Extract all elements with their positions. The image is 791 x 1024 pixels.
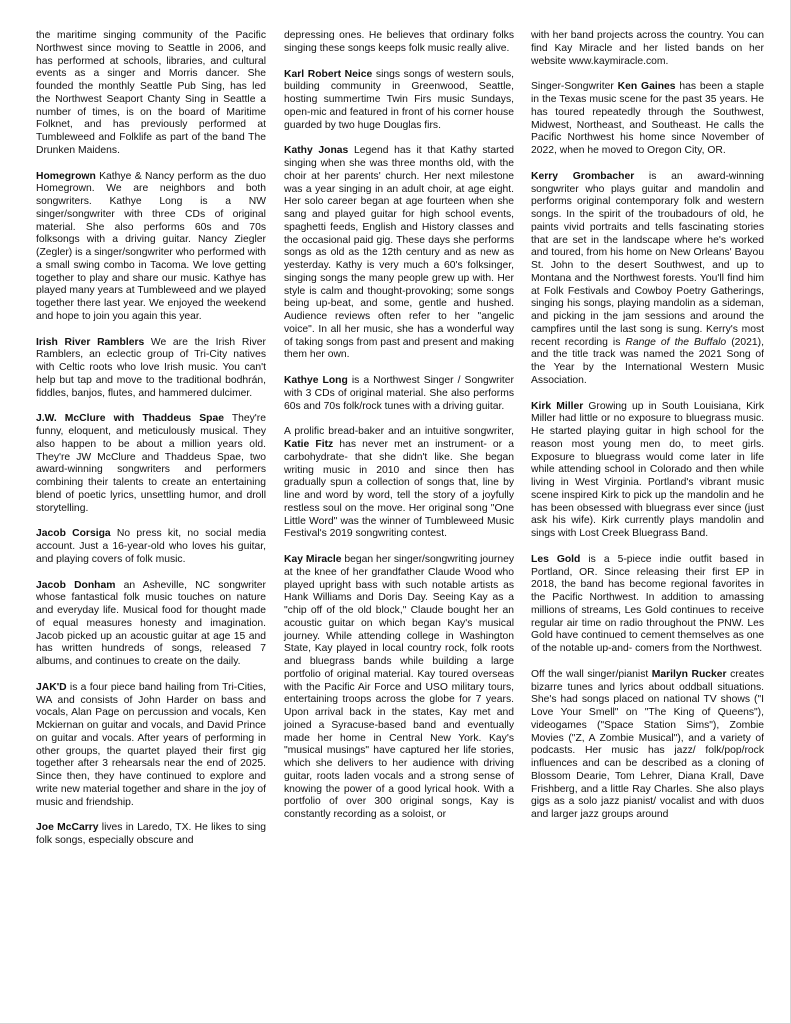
- bio-paragraph: the maritime singing community of the Pacific Northwest since moving to Seattle in 2006, and has performed at schools, libraries, and cultural events as a singer and Morris dancer. She founded the monthly Seattle Pub Sing, has led the Northwest Seaport Chanty Sing in Seattle a number of times, is on the board of Maritime Folknet, and has previously performed at Tumbleweed and Folklife as part of the band The Drunken Maidens.: [36, 30, 266, 156]
- column-right: [531, 30, 764, 835]
- performer-name: J.W. McClure with Thaddeus Spae: [36, 413, 224, 425]
- performer-name: Ken Gaines: [617, 81, 676, 93]
- bio-entry: [531, 401, 764, 541]
- column-middle: [284, 30, 514, 835]
- performer-name: Kathy Jonas: [284, 145, 349, 157]
- bio-paragraph: Joe McCarry lives in Laredo, TX. He likes to sing folk songs, especially obscure and: [36, 822, 266, 846]
- column-left: [36, 30, 266, 861]
- bio-entry: [531, 81, 764, 158]
- bio-paragraph: Irish River Ramblers We are the Irish River Ramblers, an eclectic group of Tri-City natives with Celtic roots who love Irish music. You can't help but tap and move to the traditional bodhrán, fiddles, banjos, flutes, and hammered dulcimer.: [36, 336, 266, 399]
- bio-paragraph: Karl Robert Neice sings songs of western souls, building community in Greenwood, Seattle, hosting summertime Twin Firs music Sundays, open-mic and featured in front of his corner house guarded by two huge Douglas firs.: [284, 68, 514, 131]
- bio-entry: [531, 30, 764, 68]
- performer-name: Kay Miracle: [284, 554, 342, 565]
- performer-name: Irish River Ramblers: [36, 336, 145, 348]
- bio-entry: [36, 580, 266, 669]
- album-title: Range of the Buffalo: [625, 336, 727, 348]
- performer-name: Kirk Miller: [531, 400, 584, 412]
- bio-paragraph: J.W. McClure with Thaddeus Spae They're funny, eloquent, and meticulously musical. They also happen to be about a million years old. They're JW McClure and Thaddeus Spae, two award-winning songwriters and performers combining their talents to create an entertaining blend of poetic lyrics, unsettling humor, and droll storytelling.: [36, 413, 266, 514]
- bio-paragraph: Singer-Songwriter Ken Gaines has been a staple in the Texas music scene for the past 35 years. He has toured repeatedly through the Southwest, Midwest, Northeast, and Southeast. He calls the Pacific Northwest his home since November of 2022, when he moved to Oregon City, OR.: [531, 81, 764, 156]
- performer-name: Jacob Corsiga: [36, 528, 111, 540]
- performer-name: Katie Fitz: [284, 439, 334, 450]
- bio-paragraph: Kathy Jonas Legend has it that Kathy started singing when she was three months old, with the choir at her parents' church. Her next milestone was a year singing in an adult choir, at age eight. Her solo career began at age fourteen when she sang and played guitar for high school events, spaghetti feeds, English and History classes and the occasional paid gig. These days she performs songs as old as the 12th century and as new as yesterday. Kathy is very much a 60's folksinger, singing songs the many people grew up with. Her style is calm and thought-provoking; some songs being up-beat, and some, gentle and hushed. Audience reviews often refer to her "angelic voice". In all her music, she has a wonderful way of taking songs from past and present and making them her own.: [284, 145, 515, 361]
- bio-entry: [531, 669, 764, 822]
- bio-entry: [284, 30, 514, 56]
- bio-paragraph: Jacob Donham an Asheville, NC songwriter whose fantastical folk music touches on nature and everyday life. Musical food for thought made of equal measures honesty and imagination. Jacob picked up an acoustic guitar at age 15 and has written hundreds of songs, released 7 albums, and continues to create on the daily.: [36, 579, 266, 667]
- bio-paragraph: Kerry Grombacher is an award-winning songwriter who plays guitar and mandolin and performs original contemporary folk and western songs. In the spirit of the troubadours of old, he paints vivid portraits and tells fascinating stories that are set in the landscape where he's worked and toured, from his home on New Orleans' Bayou St. John to the desert Southwest, and up to Montana and the Northwest forests. You'll find him at Folk Festivals and Cowboy Poetry Gatherings, singing his songs, playing mandolin as a sideman, and picking in the jam sessions and around the campfires until the last song is sung. Kerry's most recent recording is Range of the Buffalo (2021), and the title track was named the 2021 Song of the Year by the International Western Music Association.: [531, 170, 765, 386]
- bio-paragraph: Off the wall singer/pianist Marilyn Rucker creates bizarre tunes and lyrics about oddball situations. She's had songs placed on national TV shows ("I Love Your Smell" on "The King of Queens"), videogames ("Space Station Sims"), Zombie Movies ("Z, A Zombie Musical"), and a variety of podcasts. Her music has jazz/ folk/pop/rock influences and can be described as a cloning of Blossom Dearie, Tom Lehrer, Diana Krall, Dave Frishberg, and a little Ray Charles. She also plays gigs as a solo jazz pianist/ vocalist and with duos and larger jazz groups around: [531, 668, 765, 820]
- bio-paragraph: Homegrown Kathye & Nancy perform as the duo Homegrown. We are neighbors and both songwriters. Kathye Long is a NW singer/songwriter with three CDs of original material. She also performs 60s and 70s folksongs with a driving guitar. Nancy Ziegler (Zegler) is a singer/songwriter who performed with a small swing combo in Tacoma. We love getting together to play and share our music. Kathye has played many years at Tumbleweed and we played together there last year. We enjoyed the weekend and hope to join you again this year.: [36, 170, 266, 322]
- bio-paragraph: Jacob Corsiga No press kit, no social media account. Just a 16-year-old who loves his guitar, and playing covers of folk music.: [36, 528, 266, 565]
- performer-name: Homegrown: [36, 170, 96, 182]
- bio-entry: [36, 528, 266, 566]
- performer-name: Les Gold: [531, 553, 581, 565]
- bio-entry: [36, 822, 266, 848]
- performer-name: Marilyn Rucker: [651, 668, 727, 680]
- bio-paragraph: depressing ones. He believes that ordinary folks singing these songs keeps folk music really alive.: [284, 30, 514, 54]
- performer-name: Jacob Donham: [36, 579, 116, 591]
- bio-paragraph: A prolific bread-baker and an intuitive songwriter, Katie Fitz has never met an instrument- or a carbohydrate- that she didn't like. She began writing music in 2010 and since then has gradually spun a collection of songs that, line by line and word by word, tell the story of a joyfully restless soul on the move. Her original song "One Little Word" was the winner of Tumbleweed Music Festival's 2019 songwriting contest.: [284, 426, 514, 540]
- performer-name: Kerry Grombacher: [531, 170, 635, 182]
- bio-entry: [531, 554, 764, 656]
- bio-entry: [284, 145, 514, 362]
- bio-entry: [284, 554, 514, 822]
- bio-entry: [284, 375, 514, 413]
- bio-entry: [36, 30, 266, 158]
- bio-entry: [36, 171, 266, 324]
- bio-paragraph: with her band projects across the country. You can find Kay Miracle and her listed bands on her website www.kaymiracle.com.: [531, 30, 764, 67]
- performer-name: Joe McCarry: [36, 822, 99, 834]
- bio-entry: [531, 171, 764, 388]
- bio-entry: [284, 69, 514, 133]
- bio-entry: [36, 682, 266, 810]
- bio-paragraph: Kathye Long is a Northwest Singer / Songwriter with 3 CDs of original material. She also performs 60s and 70s folk/rock tunes with a driving guitar.: [284, 375, 514, 412]
- bio-paragraph: Kirk Miller Growing up in South Louisiana, Kirk Miller had little or no exposure to bluegrass music. He started playing guitar in high school for the reason most young men do, to meet girls. Exposure to bluegrass would come later in life while attending school in Colorado and then while living in West Virginia. Portland's vibrant music scene inspired Kirk to pick up the mandolin and he has been obsessed with bluegrass ever since (just ask his wife). Kirk currently plays mandolin and sings with Lost Creek Bluegrass Band.: [531, 400, 764, 539]
- performer-name: Kathye Long: [284, 375, 348, 386]
- bio-entry: [284, 426, 514, 541]
- performer-name: JAK'D: [36, 681, 67, 693]
- bio-entry: [36, 337, 266, 401]
- bio-entry: [36, 413, 266, 515]
- bio-paragraph: JAK'D is a four piece band hailing from Tri-Cities, WA and consists of John Harder on bass and vocals, Alan Page on percussion and vocals, Ken Mckiernan on guitar and vocals, and David Prince on guitar and vocals. After years of performing in other groups, the quartet played their first gig together after 3 rehearsals near the end of 2025. Since then, they have continued to explore and write new material together and share in the joy of music and friendship.: [36, 681, 266, 808]
- bio-paragraph: Kay Miracle began her singer/songwriting journey at the knee of her grandfather Claude Wood who played upright bass with such notable artists as Hank Williams and Doris Day. Seeing Kay as a "chip off of the old block," Claude bought her an acoustic guitar on which began Kay's musical journey. While attending college in Washington State, Kay played in local country rock, folk roots and bluegrass bands while building a large portfolio of original material. Kay toured overseas with the Pacific Air Force and USO military tours, entertaining troops across the globe for 7 years. Upon arrival back in the states, Kay met and joined a Syracuse-based band and eventually made her home in Central New York. Kay's "musical musings" have captured her life stories, which she delivers to her audience with driving guitar, roots laden vocals and a strong sense of knowing the power of a good lyrical hook. With a portfolio of over 300 original songs, Kay is constantly recording as a soloist, or: [284, 554, 515, 820]
- performer-name: Karl Robert Neice: [284, 68, 373, 80]
- bio-paragraph: Les Gold is a 5-piece indie outfit based in Portland, OR. Since releasing their first EP in 2018, the band has become regional favorites in the Pacific Northwest. In addition to amassing millions of streams, Les Gold continues to receive regular air time on radio throughout the PNW. Les Gold have continued to cement themselves as one of the notable up-and- comers from the Northwest.: [531, 553, 764, 654]
